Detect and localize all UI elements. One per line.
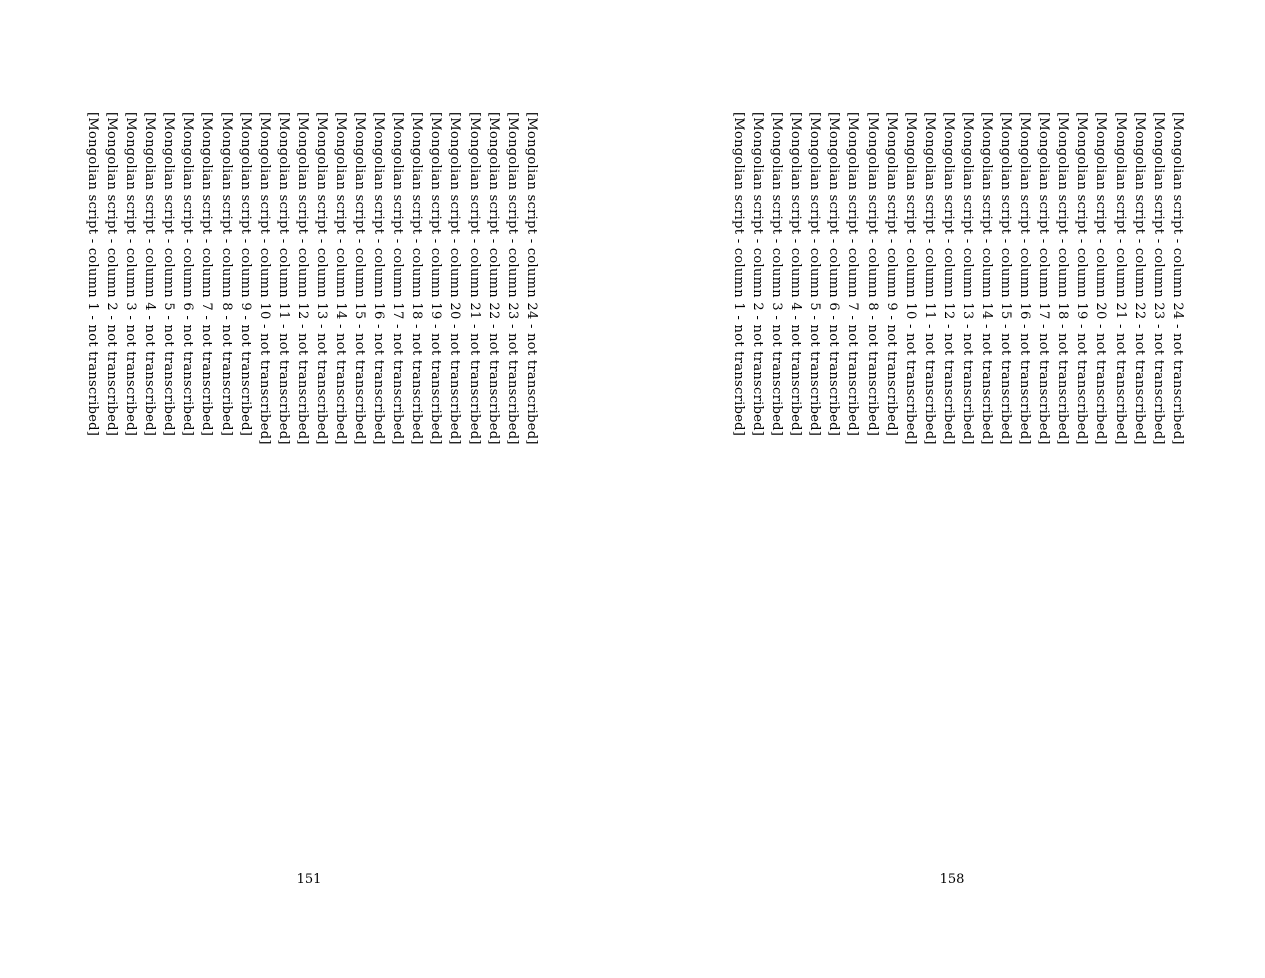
right-text-column-24: [Mongolian script - column 24 - not transcribed] bbox=[1169, 112, 1185, 445]
left-text-column-17: [Mongolian script - column 17 - not transcribed] bbox=[390, 112, 406, 445]
right-text-column-2: [Mongolian script - column 2 - not transcribed] bbox=[750, 112, 766, 437]
right-page-text-block bbox=[730, 112, 1185, 840]
right-text-column-17: [Mongolian script - column 17 - not transcribed] bbox=[1036, 112, 1052, 445]
left-text-column-8: [Mongolian script - column 8 - not transcribed] bbox=[218, 112, 234, 437]
left-text-column-15: [Mongolian script - column 15 - not transcribed] bbox=[352, 112, 368, 445]
right-page-number: 158 bbox=[939, 872, 965, 887]
right-text-column-14: [Mongolian script - column 14 - not transcribed] bbox=[979, 112, 995, 445]
right-text-column-3: [Mongolian script - column 3 - not transcribed] bbox=[769, 112, 785, 437]
right-text-column-16: [Mongolian script - column 16 - not transcribed] bbox=[1017, 112, 1033, 445]
right-text-column-15: [Mongolian script - column 15 - not transcribed] bbox=[998, 112, 1014, 445]
left-text-column-12: [Mongolian script - column 12 - not transcribed] bbox=[294, 112, 310, 445]
left-text-column-13: [Mongolian script - column 13 - not transcribed] bbox=[313, 112, 329, 445]
left-text-column-7: [Mongolian script - column 7 - not transcribed] bbox=[199, 112, 215, 437]
left-text-column-3: [Mongolian script - column 3 - not transcribed] bbox=[123, 112, 139, 437]
left-text-column-16: [Mongolian script - column 16 - not transcribed] bbox=[371, 112, 387, 445]
left-text-column-4: [Mongolian script - column 4 - not transcribed] bbox=[142, 112, 158, 437]
right-page bbox=[632, 0, 1265, 978]
left-text-column-10: [Mongolian script - column 10 - not transcribed] bbox=[256, 112, 272, 445]
right-text-column-18: [Mongolian script - column 18 - not transcribed] bbox=[1055, 112, 1071, 445]
left-page-text-block bbox=[84, 112, 539, 840]
right-text-column-21: [Mongolian script - column 21 - not transcribed] bbox=[1112, 112, 1128, 445]
right-text-column-6: [Mongolian script - column 6 - not transcribed] bbox=[826, 112, 842, 437]
right-text-column-8: [Mongolian script - column 8 - not transcribed] bbox=[864, 112, 880, 437]
right-text-column-20: [Mongolian script - column 20 - not transcribed] bbox=[1093, 112, 1109, 445]
right-text-column-22: [Mongolian script - column 22 - not transcribed] bbox=[1131, 112, 1147, 445]
right-text-column-10: [Mongolian script - column 10 - not transcribed] bbox=[902, 112, 918, 445]
left-text-column-1: [Mongolian script - column 1 - not transcribed] bbox=[85, 112, 100, 437]
left-text-column-22: [Mongolian script - column 22 - not transcribed] bbox=[485, 112, 501, 445]
right-text-column-4: [Mongolian script - column 4 - not transcribed] bbox=[788, 112, 804, 437]
right-text-column-11: [Mongolian script - column 11 - not transcribed] bbox=[921, 112, 937, 445]
right-text-column-1: [Mongolian script - column 1 - not transcribed] bbox=[731, 112, 746, 437]
left-text-column-19: [Mongolian script - column 19 - not transcribed] bbox=[428, 112, 444, 445]
left-text-column-24: [Mongolian script - column 24 - not transcribed] bbox=[523, 112, 539, 445]
right-text-column-13: [Mongolian script - column 13 - not transcribed] bbox=[959, 112, 975, 445]
left-text-column-20: [Mongolian script - column 20 - not transcribed] bbox=[447, 112, 463, 445]
left-text-column-23: [Mongolian script - column 23 - not transcribed] bbox=[504, 112, 520, 445]
left-text-column-9: [Mongolian script - column 9 - not transcribed] bbox=[237, 112, 253, 437]
left-text-column-5: [Mongolian script - column 5 - not transcribed] bbox=[161, 112, 177, 437]
right-text-column-23: [Mongolian script - column 23 - not transcribed] bbox=[1150, 112, 1166, 445]
left-text-column-2: [Mongolian script - column 2 - not transcribed] bbox=[104, 112, 120, 437]
left-text-column-11: [Mongolian script - column 11 - not transcribed] bbox=[275, 112, 291, 445]
left-text-column-6: [Mongolian script - column 6 - not transcribed] bbox=[180, 112, 196, 437]
left-page-number: 151 bbox=[296, 872, 322, 887]
right-text-column-7: [Mongolian script - column 7 - not transcribed] bbox=[845, 112, 861, 437]
right-text-column-19: [Mongolian script - column 19 - not transcribed] bbox=[1074, 112, 1090, 445]
left-page bbox=[0, 0, 632, 978]
left-text-column-14: [Mongolian script - column 14 - not transcribed] bbox=[333, 112, 349, 445]
right-text-column-5: [Mongolian script - column 5 - not transcribed] bbox=[807, 112, 823, 437]
right-text-column-9: [Mongolian script - column 9 - not transcribed] bbox=[883, 112, 899, 437]
right-text-column-12: [Mongolian script - column 12 - not transcribed] bbox=[940, 112, 956, 445]
left-text-column-18: [Mongolian script - column 18 - not transcribed] bbox=[409, 112, 425, 445]
left-text-column-21: [Mongolian script - column 21 - not transcribed] bbox=[466, 112, 482, 445]
